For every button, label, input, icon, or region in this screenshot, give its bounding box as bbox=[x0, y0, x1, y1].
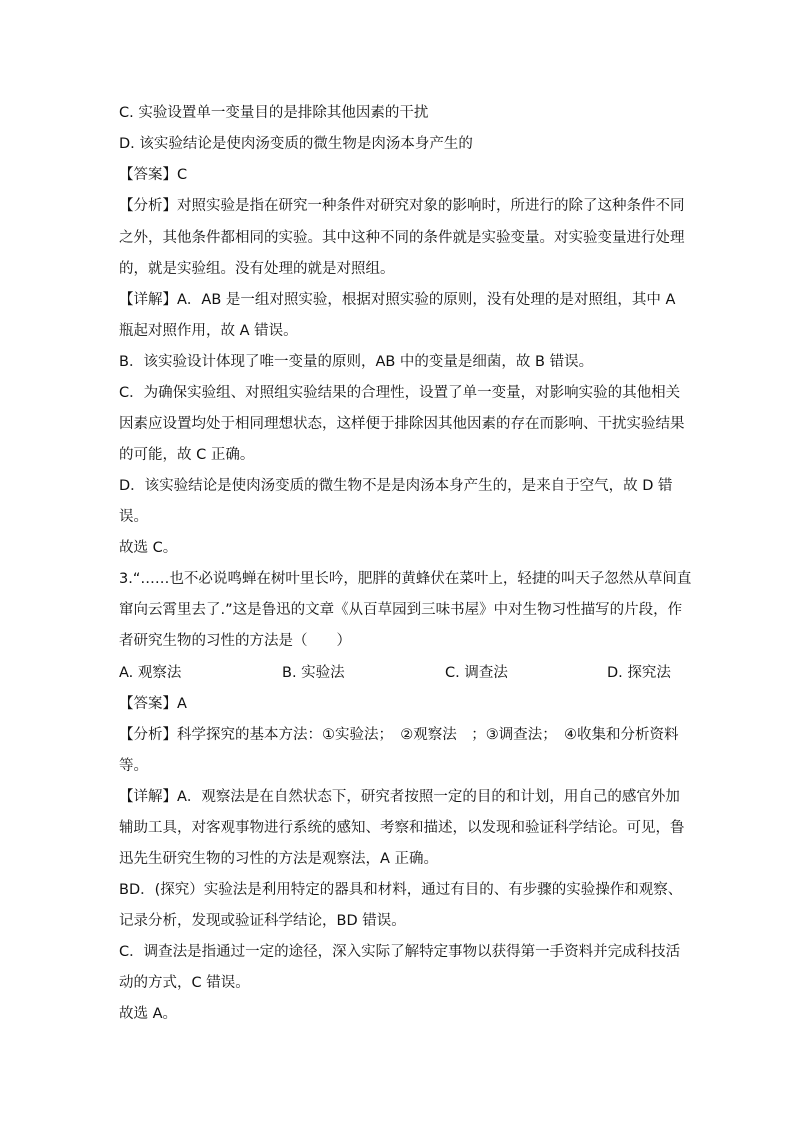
explanation-line: 迅先生研究生物的习性的方法是观察法，A 正确。 bbox=[119, 851, 439, 867]
question-line: 3.“……也不必说鸣蝉在树叶里长吟，肥胖的黄蜂伏在菜叶上，轻捷的叫天子忽然从草间直 bbox=[119, 571, 692, 587]
option-c: C. 调查法 bbox=[445, 665, 508, 681]
question-line: 者研究生物的习性的方法是（ ） bbox=[119, 633, 351, 649]
question-line: 窜向云霄里去了.”这是鲁迅的文章《从百草园到三味书屋》中对生物习性描写的片段，作 bbox=[119, 602, 683, 618]
explanation-line: C．为确保实验组、对照组实验结果的合理性，设置了单一变量，对影响实验的其他相关 bbox=[119, 385, 681, 401]
explanation-line: 【详解】A．AB 是一组对照实验，根据对照实验的原则，没有处理的是对照组，其中 A bbox=[119, 292, 676, 308]
explanation-line: D．该实验结论是使肉汤变质的微生物不是是肉汤本身产生的，是来自于空气，故 D 错 bbox=[119, 478, 673, 494]
analysis-line: 的，就是实验组。没有处理的就是对照组。 bbox=[119, 261, 395, 277]
explanation-line: 辅助工具，对客观事物进行系统的感知、考察和描述，以发现和验证科学结论。可见，鲁 bbox=[119, 820, 685, 836]
explanation-line: 【详解】A．观察法是在自然状态下，研究者按照一定的目的和计划，用自己的感官外加 bbox=[119, 789, 680, 805]
option-a: A. 观察法 bbox=[119, 665, 182, 681]
explanation-line: 记录分析，发现或验证科学结论，BD 错误。 bbox=[119, 913, 406, 929]
analysis-line: 【分析】对照实验是指在研究一种条件对研究对象的影响时，所进行的除了这种条件不同 bbox=[119, 198, 685, 214]
explanation-line: B．该实验设计体现了唯一变量的原则，AB 中的变量是细菌，故 B 错误。 bbox=[119, 354, 594, 370]
conclusion-line: 故选 A。 bbox=[119, 1006, 178, 1022]
answer-line: 【答案】C bbox=[119, 167, 188, 183]
explanation-line: 动的方式，C 错误。 bbox=[119, 975, 250, 991]
explanation-line: BD．(探究）实验法是利用特定的器具和材料，通过有目的、有步骤的实验操作和观察、 bbox=[119, 882, 683, 898]
answer-line: 【答案】A bbox=[119, 696, 187, 712]
explanation-line: 瓶起对照作用，故 A 错误。 bbox=[119, 323, 298, 339]
explanation-line: 误。 bbox=[119, 509, 148, 525]
explanation-line: 因素应设置均处于相同理想状态，这样便于排除因其他因素的存在而影响、干扰实验结果 bbox=[119, 416, 685, 432]
explanation-line: 的可能，故 C 正确。 bbox=[119, 447, 255, 463]
option-d: D. 探究法 bbox=[607, 665, 671, 681]
option-c-line: C. 实验设置单一变量目的是排除其他因素的干扰 bbox=[119, 105, 429, 121]
option-d-line: D. 该实验结论是使肉汤变质的微生物是肉汤本身产生的 bbox=[119, 136, 473, 152]
conclusion-line: 故选 C。 bbox=[119, 540, 178, 556]
analysis-line: 之外，其他条件都相同的实验。其中这种不同的条件就是实验变量。对实验变量进行处理 bbox=[119, 230, 685, 246]
explanation-line: C．调查法是指通过一定的途径，深入实际了解特定事物以获得第一手资料并完成科技活 bbox=[119, 944, 681, 960]
analysis-line: 【分析】科学探究的基本方法：①实验法； ②观察法 ；③调查法； ④收集和分析资料 bbox=[119, 727, 679, 743]
analysis-line: 等。 bbox=[119, 758, 148, 774]
option-b: B. 实验法 bbox=[282, 665, 345, 681]
